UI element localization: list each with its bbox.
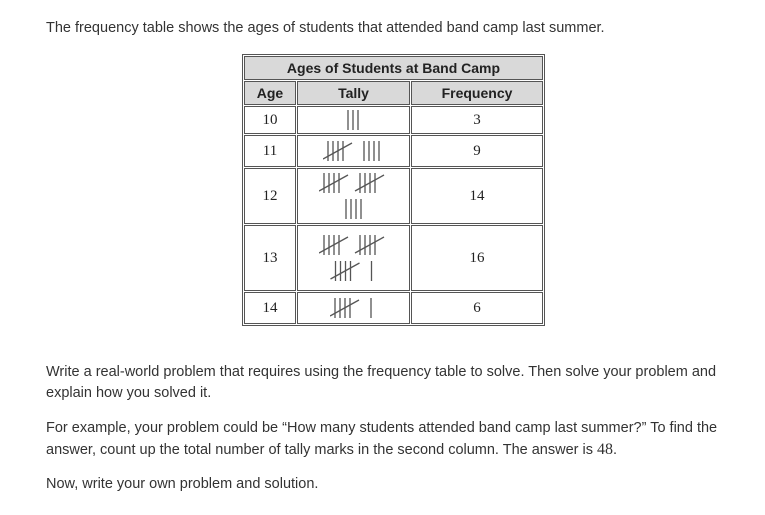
frequency-cell: 16 <box>411 225 543 291</box>
age-cell: 12 <box>244 168 296 224</box>
closing-paragraph: Now, write your own problem and solution. <box>46 476 319 492</box>
frequency-cell: 6 <box>411 292 543 324</box>
header-tally: Tally <box>297 81 410 105</box>
table-row <box>244 225 543 291</box>
tally-cell <box>297 292 410 324</box>
frequency-table-container <box>242 54 545 326</box>
tally-marks <box>319 232 389 284</box>
tally-cell <box>297 135 410 167</box>
frequency-cell: 14 <box>411 168 543 224</box>
age-cell: 14 <box>244 292 296 324</box>
age-cell: 10 <box>244 106 296 134</box>
tally-cell <box>297 225 410 291</box>
header-frequency: Frequency <box>411 81 543 105</box>
tally-cell <box>297 106 410 134</box>
tally-marks <box>330 295 377 321</box>
age-cell: 11 <box>244 135 296 167</box>
table-row <box>244 106 543 134</box>
table-title: Ages of Students at Band Camp <box>244 56 543 80</box>
tally-cell <box>297 168 410 224</box>
frequency-cell: 9 <box>411 135 543 167</box>
example-paragraph <box>46 418 746 461</box>
example-text: For example, your problem could be “How many students attended band camp last summer?” To find the answer, count up the total number of tally marks in the second column. The answer is <box>46 420 718 458</box>
frequency-table <box>242 54 545 326</box>
example-answer-number: 48 <box>597 441 614 458</box>
tally-marks <box>319 170 389 222</box>
table-row <box>244 292 543 324</box>
table-row <box>244 168 543 224</box>
tally-marks <box>343 107 364 133</box>
frequency-cell: 3 <box>411 106 543 134</box>
table-row <box>244 135 543 167</box>
instruction-paragraph: Write a real-world problem that requires using the frequency table to solve. Then solve your problem and explain how you solved it. <box>46 364 717 401</box>
age-cell: 13 <box>244 225 296 291</box>
tally-marks <box>323 138 385 164</box>
header-age: Age <box>244 81 296 105</box>
example-period: . <box>613 442 618 458</box>
intro-text: The frequency table shows the ages of students that attended band camp last summer. <box>46 20 605 36</box>
